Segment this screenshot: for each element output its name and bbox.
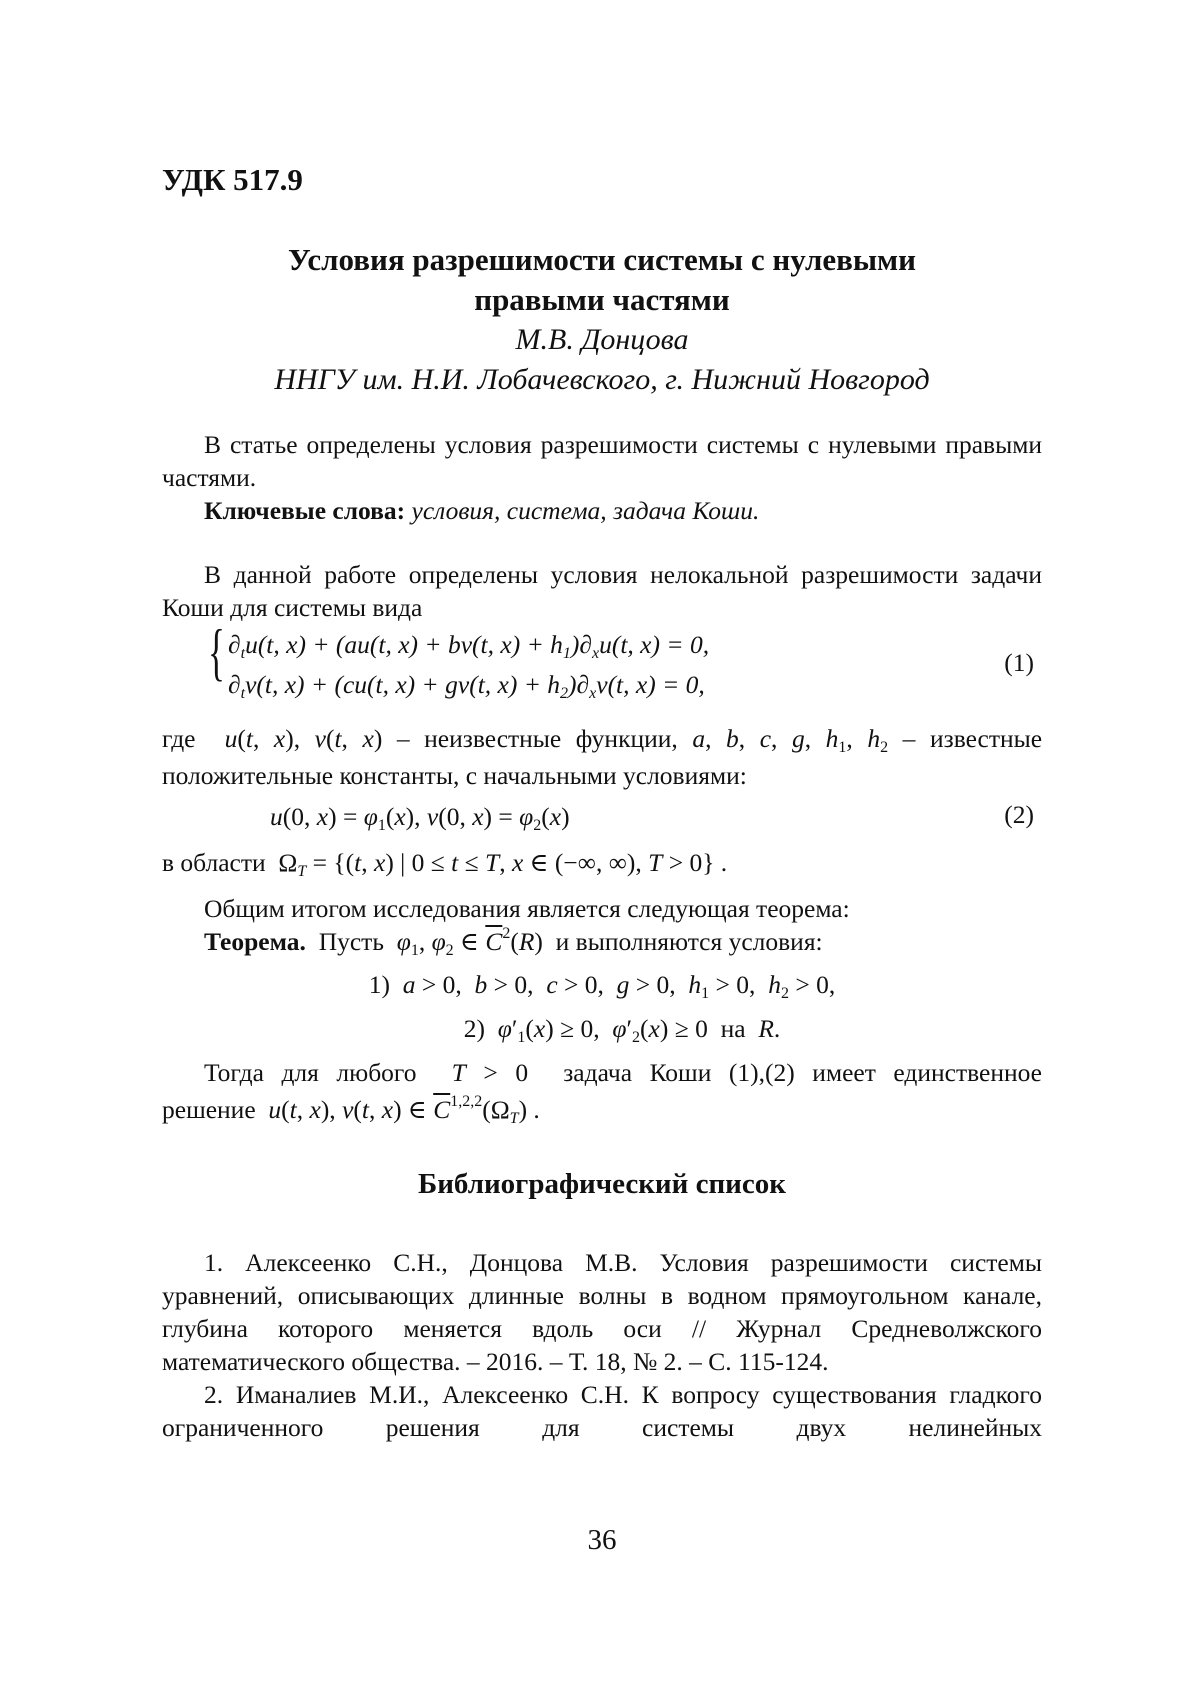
abstract-text: В статье определены условия разрешимости системы с нулевыми правыми частями. (162, 430, 1042, 492)
equation-1-row-2: $\partial_tv(t$, x) + (cu(t, x) + gv(t, $x) + h_2)\partial_xv(t$, x) = 0, (228, 670, 705, 702)
condition-1: 1) a > 0, b > 0, c > 0, g > 0, $h_1 > 0$, $h_2 > 0$, (368, 970, 836, 1002)
condition-2: 2) $\varphi'_1(x) \ge 0$, $\varphi'_2(x) \ge 0$ на R. (463, 1014, 781, 1046)
intro-block (162, 558, 1042, 624)
bibliography-heading: Библиографический список (418, 1168, 786, 1200)
author: М.В. Донцова (515, 323, 689, 356)
keywords-value: условия, система, задача Коши. (411, 496, 760, 525)
domain-line: в области $\Omega_T = \{(t$, x) | 0 ≤ t ≤ T, x ∈ (−∞, ∞), T > 0} . (162, 848, 728, 880)
udk-code: УДК 517.9 (162, 162, 303, 197)
keywords: Ключевые слова: условия, система, задача Коши. (204, 496, 760, 525)
equation-1-row-1: $\partial_tu(t$, x) + (au(t, x) + bv(t, $x) + h_1)\partial_xu(t$, x) = 0, (228, 630, 710, 662)
domain-block (162, 846, 1042, 879)
equation-1-label: (1) (1004, 648, 1034, 677)
equation-2 (162, 800, 1042, 836)
equation-2-label: (2) (1004, 800, 1034, 829)
affiliation: ННГУ им. Н.И. Лобачевского, г. Нижний Новгород (274, 363, 930, 396)
article-title (162, 240, 1042, 320)
title-line-1: Условия разрешимости системы с нулевыми (287, 242, 917, 277)
theorem-block (162, 892, 1042, 958)
where-line-2: положительные константы, с начальными условиями: (162, 761, 747, 790)
bibliography-list (162, 1246, 1042, 1444)
reference-2: 2. Иманалиев М.И., Алексеенко С.Н. К вопросу существования гладкого ограниченного решения для системы двух нелинейных (162, 1380, 1042, 1442)
where-line-1: где u(t, x), v(t, x) – неизвестные функции, a, b, c, g, $h_1$, $h_2$ – известные (162, 724, 1043, 756)
where-block (162, 722, 1042, 792)
keywords-label: Ключевые слова (204, 496, 397, 525)
equation-1 (162, 616, 1042, 704)
conclusion-line-2: решение u(t, x), v(t, x) ∈ $\overline{C}^{1,2,2}(\Omega_T)$ . (162, 1093, 540, 1127)
reference-1: 1. Алексеенко С.Н., Донцова М.В. Условия разрешимости системы уравнений, описывающих длинные волны в водном прямоугольном канале, глубина которого меняется вдоль оси // Журнал Средневолжского математического общества. – 2016. – Т. 18, № 2. – С. 115-124. (162, 1248, 1042, 1376)
conclusion-line-1: Тогда для любого T > 0 задача Коши (1),(2) имеет единственное (204, 1058, 1043, 1087)
page-number: 36 (587, 1524, 617, 1556)
equation-2-body: u(0, $x) = \varphi_1(x)$, v(0, $x) = \varphi_2(x)$ (270, 802, 570, 834)
summary-text: Общим итогом исследования является следующая теорема: (204, 894, 850, 923)
abstract-block (162, 428, 1042, 527)
title-line-2: правыми частями (474, 282, 730, 317)
intro-text: В данной работе определены условия нелокальной разрешимости задачи Коши для системы вида (162, 560, 1042, 622)
theorem-line: Теорема. Пусть $\varphi_1$, $\varphi_2$ ∈ $\overline{C}^2(R)$ и выполняются условия: (204, 925, 823, 959)
conclusion-block (162, 1056, 1042, 1126)
system-brace: { (208, 616, 225, 687)
